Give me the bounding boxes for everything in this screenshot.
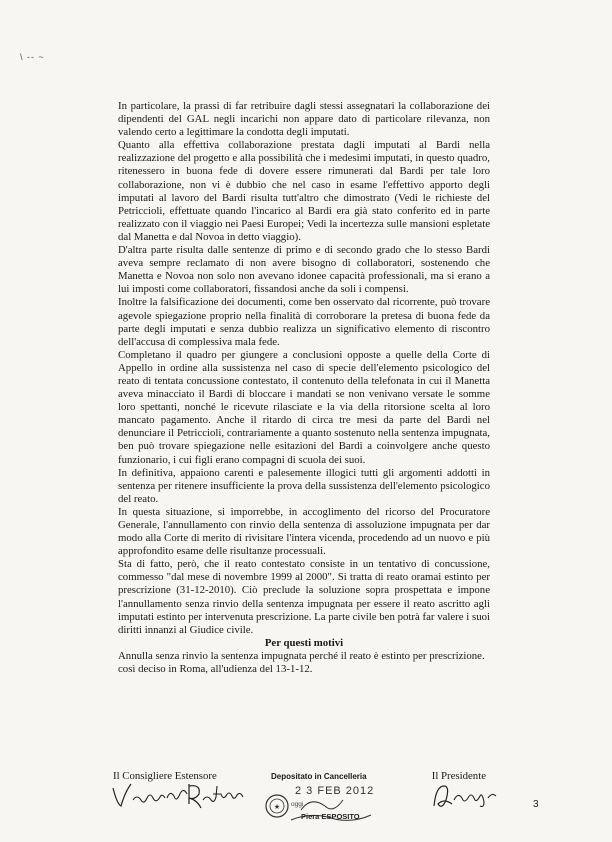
presidente-label: Il Presidente [431, 770, 486, 782]
paragraph-7: In questa situazione, si imporrebbe, in accoglimento del ricorso del Procuratore Generale, l'annullamento con rinvio della sentenza di assoluzione impugnata per dar modo alla Corte di merito di rivisitare l'intera vicenda, procedendo ad un nuovo e più approfondito esame delle risultanze processuali. [118, 505, 490, 558]
paragraph-5: Completano il quadro per giungere a conclusioni opposte a quelle della Corte di Appello in ordine alla sussistenza nel caso di specie dell'elemento psicologico del reato di tentata concussione contestato, il contenuto della telefonata in cui il Manetta aveva minacciato il Bardi di bloccare i mandati se non venivano versate le somme loro spettanti, nonché le ricevute rilasciate e la via della ritorsione scelta al loro mancato pagamento. Anche il ritardo di circa tre mesi da parte del Bardi nel denunciare il Petriccioli, contrariamente a quanto sostenuto nella sentenza impugnata, ben può trovare spiegazione nelle esitazioni del Bardi a coinvolgere anche questo funzionario, i cui figli erano compagni di scuola dei suoi. [118, 348, 490, 466]
svg-text:★: ★ [273, 804, 281, 811]
consigliere-label: Il Consigliere Estensore [113, 770, 217, 782]
corner-mark: \ -- ~ [20, 52, 45, 62]
closing-text: così deciso in Roma, all'udienza del 13-1-12. [118, 663, 313, 676]
stamp-date: 2 3 FEB 2012 [295, 785, 375, 797]
stamp-small-text: oggi [291, 801, 304, 808]
deposit-label: Depositato in Cancelleria [271, 772, 367, 781]
paragraph-6: In definitiva, appaiono carenti e palesemente illogici tutti gli argomenti addotti in sentenza per ritenere insufficiente la prova della sussistenza dell'elemento psicologico del reato. [118, 466, 490, 505]
paragraph-3: D'altra parte risulta dalle sentenze di primo e di secondo grado che lo stesso Bardi aveva sempre reclamato di non avere bisogno di collaboratori, sostenendo che Manetta e Novoa non solo non avevano idonee capacità professionali, ma si erano a lui imposti come collaboratori, fissandosi anche da soli i compensi. [118, 244, 490, 296]
presidente-signature-image [428, 780, 500, 812]
paragraph-4: Inoltre la falsificazione dei documenti, come ben osservato dal ricorrente, può trovare agevole spiegazione proprio nella finalità di corroborare la pretesa di buona fede da parte degli imputati e senza dubbio realizza un significativo elemento di riscontro dell'accusa di complessiva mala fede. [118, 296, 490, 348]
page-number: 3 [533, 799, 539, 810]
consigliere-signature-image [109, 778, 244, 812]
signature-block [113, 770, 508, 830]
paragraph-2: Quanto alla effettiva collaborazione prestata dagli imputati al Bardi nella realizzazione del progetto e alla possibilità che i medesimi imputati, in questo quadro, ritenessero in buona fede di dovere essere rimunerati dal Bardi per tale loro collaborazione, non vi è dubbio che nel caso in esame l'effettivo apporto degli imputati al lavoro del Bardi risulta tutt'altro che dimostrato (Vedi le richieste del Petriccioli, effettuate quando l'incarico al Bardi era già stato conferito ed in parte realizzato con il viaggio nei Paesi Europei; Vedi la incertezza sulle mansioni espletate dal Manetta e dal Novoa in detto viaggio). [118, 139, 490, 243]
paragraph-8: Sta di fatto, però, che il reato contestato consiste in un tentativo di concussione, commesso "dal mese di novembre 1999 al 2000". Si tratta di reato oramai estinto per prescrizione (31-12-2010). Ciò preclude la soluzione sopra prospettata e impone l'annullamento senza rinvio della sentenza impugnata per essere il reato ascritto agli imputati estinto per intervenuta prescrizione. La parte civile ben potrà far valere i suoi diritti innanzi al Giudice civile. [118, 558, 490, 636]
decision-text: Annulla senza rinvio la sentenza impugnata perché il reato è estinto per prescrizione. [118, 649, 485, 662]
paragraph-1: In particolare, la prassi di far retribuire dagli stessi assegnatari la collaborazione dei dipendenti del GAL negli incarichi non appare dato di particolare rilevanza, non valendo certo a legittimare la condotta degli imputati. [118, 100, 490, 139]
section-heading: Per questi motivi [264, 636, 344, 649]
cancelliere-name: Piera ESPOSITO [301, 812, 360, 821]
document-body [118, 100, 490, 676]
